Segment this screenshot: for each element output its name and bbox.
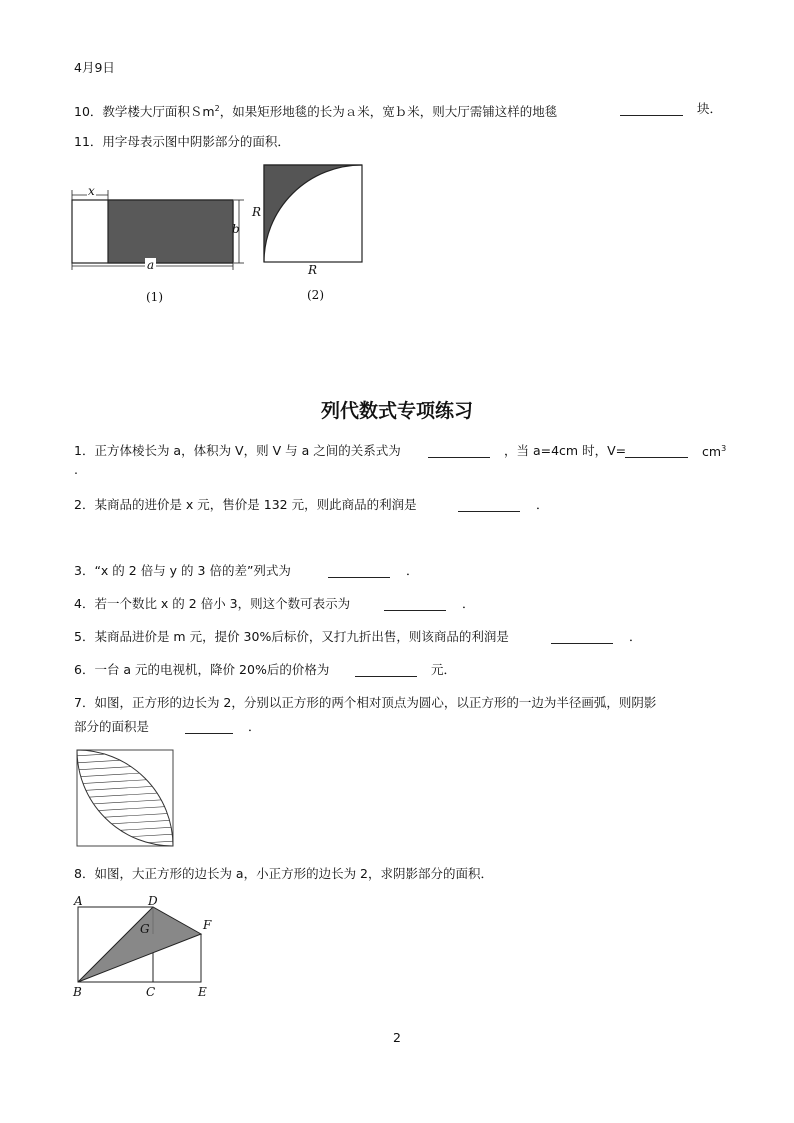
question-2-end: ． [536, 497, 549, 512]
question-5: 5．某商品进价是 m 元，提价 30%后标价，又打九折出售，则该商品的利润是 [74, 629, 509, 644]
question-6: 6．一台 a 元的电视机，降价 20%后的价格为 [74, 662, 330, 677]
question-1: 1．正方体棱长为 a，体积为 V，则 V 与 a 之间的关系式为 [74, 443, 401, 458]
answer-blank-10[interactable] [620, 104, 683, 116]
figure-2 [260, 162, 366, 264]
question-5-end: ． [629, 629, 642, 644]
figure-8-label-B: B [73, 985, 82, 999]
answer-blank-1b[interactable] [625, 446, 688, 458]
question-10: 10．教学楼大厅面积Ｓm$^2$，如果矩形地毯的长为ａ米，宽ｂ米，则大厅需铺这样的地毯 [74, 104, 558, 120]
figure-8-label-C: C [146, 985, 156, 999]
figure-8-label-A: A [74, 894, 83, 908]
figure-1-caption: (1) [146, 290, 163, 304]
question-8: 8．如图，大正方形的边长为 a，小正方形的边长为 2，求阴影部分的面积． [74, 866, 494, 881]
question-4: 4．若一个数比 x 的 2 倍小 3，则这个数可表示为 [74, 596, 351, 611]
question-4-end: ． [462, 596, 475, 611]
header-date: 4月9日 [74, 60, 115, 75]
figure-8-label-G: G [140, 922, 150, 936]
figure-7 [74, 748, 176, 850]
question-1-mid: ，当 a=4cm 时，V= [504, 443, 627, 458]
answer-blank-7[interactable] [185, 722, 233, 734]
figure-8-label-F: F [203, 918, 212, 932]
answer-blank-1a[interactable] [428, 446, 490, 458]
question-1-unit: $cm^3$ [702, 444, 727, 460]
page-number: 2 [393, 1030, 401, 1045]
figure-1-label-x: x [88, 184, 95, 198]
figure-1-label-a: a [147, 258, 155, 272]
figure-1-label-b: b [232, 222, 240, 236]
question-7-line1: 7．如图，正方形的边长为 2，分别以正方形的两个相对顶点为圆心，以正方形的一边为半径画弧，则阴影 [74, 695, 657, 710]
question-3: 3．“x 的 2 倍与 y 的 3 倍的差”列式为 [74, 563, 291, 578]
figure-2-caption: (2) [307, 288, 324, 302]
answer-blank-3[interactable] [328, 566, 390, 578]
question-7-end: ． [248, 719, 261, 734]
question-10-tail: 块． [697, 101, 723, 116]
question-2: 2．某商品的进价是 x 元，售价是 132 元，则此商品的利润是 [74, 497, 417, 512]
question-1-end: . [74, 462, 78, 477]
answer-blank-6[interactable] [355, 665, 417, 677]
question-3-end: ． [406, 563, 419, 578]
answer-blank-4[interactable] [384, 599, 446, 611]
question-11: 11．用字母表示图中阴影部分的面积． [74, 134, 290, 149]
answer-blank-5[interactable] [551, 632, 613, 644]
figure-8-label-E: E [198, 985, 207, 999]
question-6-end: 元． [431, 662, 457, 677]
figure-2-label-R-left: R [252, 205, 262, 219]
answer-blank-2[interactable] [458, 500, 520, 512]
section-title: 列代数式专项练习 [320, 400, 473, 422]
figure-2-label-R-bottom: R [308, 263, 318, 277]
question-7-line2: 部分的面积是 [74, 719, 150, 734]
figure-8-label-D: D [148, 894, 158, 908]
